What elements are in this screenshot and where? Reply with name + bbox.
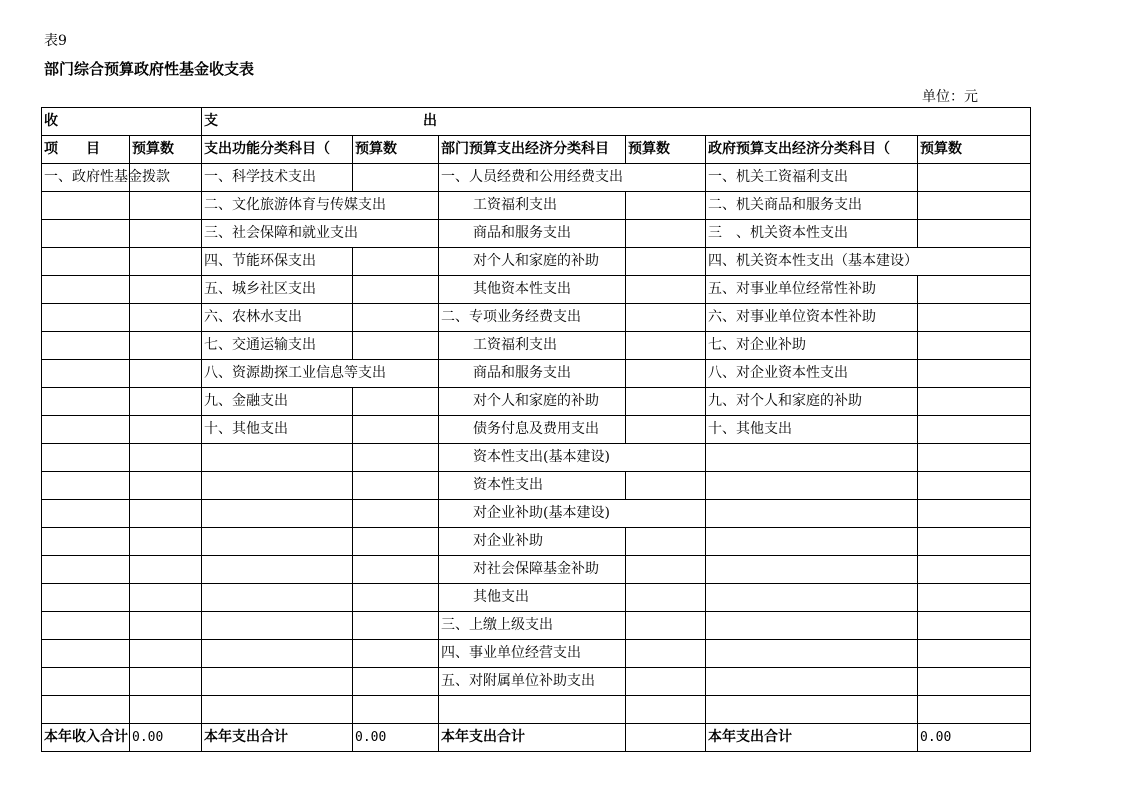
func-cell (202, 612, 353, 640)
func-cell: 二、文化旅游体育与传媒支出 (202, 192, 353, 220)
table-row (42, 192, 1031, 220)
gov-cell (706, 556, 918, 584)
amount-1-cell (130, 332, 202, 360)
func-cell: 四、节能环保支出 (202, 248, 353, 276)
dept-cell: 债务付息及费用支出 (439, 416, 626, 444)
func-cell (202, 696, 353, 724)
item-cell (42, 388, 130, 416)
amount-1-cell (130, 276, 202, 304)
func-cell: 三、社会保障和就业支出 (202, 220, 353, 248)
func-cell: 十、其他支出 (202, 416, 353, 444)
amount-1-cell (130, 528, 202, 556)
dept-cell (439, 696, 626, 724)
dept-cell: 对个人和家庭的补助 (439, 248, 626, 276)
amount-3-cell (626, 444, 706, 472)
table-row (42, 612, 1031, 640)
item-cell (42, 640, 130, 668)
amount-3-cell (626, 556, 706, 584)
col-header-func: 支出功能分类科目（ (202, 136, 353, 164)
table-row (42, 360, 1031, 388)
dept-cell: 工资福利支出 (439, 332, 626, 360)
dept-cell: 对社会保障基金补助 (439, 556, 626, 584)
amount-2-cell (353, 248, 439, 276)
amount-2-cell (353, 584, 439, 612)
amount-4-cell (918, 556, 1031, 584)
amount-3-cell (626, 164, 706, 192)
gov-cell: 七、对企业补助 (706, 332, 918, 360)
item-cell (42, 360, 130, 388)
amount-2-cell (353, 472, 439, 500)
gov-cell: 四、机关资本性支出（基本建设） (706, 248, 918, 276)
gov-cell: 十、其他支出 (706, 416, 918, 444)
amount-4-cell (918, 472, 1031, 500)
table-row (42, 248, 1031, 276)
gov-cell: 三 、机关资本性支出 (706, 220, 918, 248)
col-header-gov: 政府预算支出经济分类科目（ (706, 136, 918, 164)
amount-1-cell (130, 388, 202, 416)
item-cell (42, 556, 130, 584)
func-cell: 六、农林水支出 (202, 304, 353, 332)
gov-cell (706, 500, 918, 528)
dept-cell: 其他支出 (439, 584, 626, 612)
section-header-row (42, 108, 1031, 136)
table-row (42, 500, 1031, 528)
dept-total-amount (626, 724, 706, 752)
amount-2-cell (353, 304, 439, 332)
amount-3-cell (626, 416, 706, 444)
dept-cell: 工资福利支出 (439, 192, 626, 220)
item-cell (42, 528, 130, 556)
dept-cell: 资本性支出 (439, 472, 626, 500)
amount-1-cell (130, 248, 202, 276)
dept-cell: 资本性支出(基本建设) (439, 444, 626, 472)
amount-4-cell (918, 444, 1031, 472)
page-title: 部门综合预算政府性基金收支表 (44, 60, 255, 78)
amount-3-cell (626, 472, 706, 500)
col-header-amount-4: 预算数 (918, 136, 1031, 164)
func-total-label: 本年支出合计 (202, 724, 353, 752)
table-row (42, 304, 1031, 332)
amount-3-cell (626, 192, 706, 220)
col-header-dept: 部门预算支出经济分类科目 (439, 136, 626, 164)
item-cell (42, 444, 130, 472)
amount-3-cell (626, 248, 706, 276)
table-number: 表9 (44, 33, 67, 49)
gov-cell: 二、机关商品和服务支出 (706, 192, 918, 220)
amount-4-cell (918, 276, 1031, 304)
gov-cell (706, 472, 918, 500)
item-cell: 一、政府性基金拨款 (42, 164, 130, 192)
table-row (42, 164, 1031, 192)
amount-1-cell (130, 416, 202, 444)
amount-1-cell (130, 640, 202, 668)
col-header-amount-1: 预算数 (130, 136, 202, 164)
dept-cell: 二、专项业务经费支出 (439, 304, 626, 332)
amount-3-cell (626, 500, 706, 528)
amount-2-cell (353, 500, 439, 528)
item-cell (42, 584, 130, 612)
amount-2-cell (353, 276, 439, 304)
amount-4-cell (918, 360, 1031, 388)
amount-1-cell (130, 220, 202, 248)
amount-4-cell (918, 248, 1031, 276)
expenditure-char-1: 支 (204, 113, 218, 129)
income-total-label: 本年收入合计 (42, 724, 130, 752)
amount-1-cell (130, 584, 202, 612)
amount-2-cell (353, 220, 439, 248)
amount-3-cell (626, 388, 706, 416)
func-cell (202, 444, 353, 472)
total-row (42, 724, 1031, 752)
amount-1-cell (130, 360, 202, 388)
gov-cell (706, 612, 918, 640)
table-row (42, 696, 1031, 724)
item-cell (42, 220, 130, 248)
amount-1-cell (130, 444, 202, 472)
item-cell (42, 332, 130, 360)
amount-4-cell (918, 528, 1031, 556)
item-cell (42, 248, 130, 276)
income-total-amount: 0.00 (130, 724, 202, 752)
amount-3-cell (626, 696, 706, 724)
income-section-header: 收 (42, 108, 202, 136)
amount-2-cell (353, 640, 439, 668)
gov-cell (706, 668, 918, 696)
amount-4-cell (918, 640, 1031, 668)
amount-3-cell (626, 220, 706, 248)
dept-cell: 对企业补助 (439, 528, 626, 556)
dept-cell: 四、事业单位经营支出 (439, 640, 626, 668)
gov-cell: 五、对事业单位经常性补助 (706, 276, 918, 304)
col-header-amount-2: 预算数 (353, 136, 439, 164)
amount-4-cell (918, 164, 1031, 192)
dept-cell: 五、对附属单位补助支出 (439, 668, 626, 696)
table-row (42, 668, 1031, 696)
table-row (42, 640, 1031, 668)
amount-3-cell (626, 332, 706, 360)
table-row (42, 528, 1031, 556)
amount-3-cell (626, 668, 706, 696)
item-cell (42, 472, 130, 500)
gov-cell: 九、对个人和家庭的补助 (706, 388, 918, 416)
amount-2-cell (353, 388, 439, 416)
dept-cell: 商品和服务支出 (439, 360, 626, 388)
amount-4-cell (918, 388, 1031, 416)
dept-cell: 对个人和家庭的补助 (439, 388, 626, 416)
func-cell (202, 584, 353, 612)
func-cell: 一、科学技术支出 (202, 164, 353, 192)
amount-3-cell (626, 640, 706, 668)
amount-1-cell (130, 500, 202, 528)
amount-4-cell (918, 416, 1031, 444)
table-row (42, 444, 1031, 472)
expenditure-section-header (202, 108, 1031, 136)
gov-cell: 一、机关工资福利支出 (706, 164, 918, 192)
amount-3-cell (626, 276, 706, 304)
dept-cell: 商品和服务支出 (439, 220, 626, 248)
dept-cell: 其他资本性支出 (439, 276, 626, 304)
amount-2-cell (353, 668, 439, 696)
column-header-row (42, 136, 1031, 164)
item-cell (42, 304, 130, 332)
amount-4-cell (918, 584, 1031, 612)
table-row (42, 388, 1031, 416)
table-row (42, 472, 1031, 500)
gov-cell (706, 584, 918, 612)
budget-table (41, 107, 1031, 752)
amount-1-cell (130, 304, 202, 332)
amount-2-cell (353, 612, 439, 640)
gov-cell: 六、对事业单位资本性补助 (706, 304, 918, 332)
func-cell (202, 640, 353, 668)
func-total-amount: 0.00 (353, 724, 439, 752)
table-row (42, 416, 1031, 444)
amount-3-cell (626, 612, 706, 640)
amount-2-cell (353, 164, 439, 192)
expenditure-char-2: 出 (423, 113, 437, 129)
amount-2-cell (353, 556, 439, 584)
amount-2-cell (353, 444, 439, 472)
amount-4-cell (918, 332, 1031, 360)
table-row (42, 220, 1031, 248)
item-cell (42, 276, 130, 304)
func-cell: 七、交通运输支出 (202, 332, 353, 360)
dept-cell: 一、人员经费和公用经费支出 (439, 164, 626, 192)
amount-2-cell (353, 416, 439, 444)
amount-1-cell (130, 612, 202, 640)
amount-3-cell (626, 304, 706, 332)
func-cell (202, 668, 353, 696)
func-cell: 九、金融支出 (202, 388, 353, 416)
dept-cell: 三、上缴上级支出 (439, 612, 626, 640)
item-cell (42, 416, 130, 444)
amount-1-cell (130, 696, 202, 724)
col-header-item: 项 目 (42, 136, 130, 164)
item-cell (42, 192, 130, 220)
unit-label: 单位：元 (922, 89, 978, 105)
amount-3-cell (626, 360, 706, 388)
gov-cell (706, 696, 918, 724)
gov-cell (706, 528, 918, 556)
table-row (42, 276, 1031, 304)
gov-total-amount: 0.00 (918, 724, 1031, 752)
table-row (42, 556, 1031, 584)
gov-cell (706, 640, 918, 668)
amount-2-cell (353, 332, 439, 360)
table-row (42, 584, 1031, 612)
amount-1-cell (130, 192, 202, 220)
item-cell (42, 668, 130, 696)
col-header-amount-3: 预算数 (626, 136, 706, 164)
table-row (42, 332, 1031, 360)
amount-4-cell (918, 192, 1031, 220)
amount-4-cell (918, 500, 1031, 528)
func-cell (202, 472, 353, 500)
gov-cell: 八、对企业资本性支出 (706, 360, 918, 388)
amount-3-cell (626, 528, 706, 556)
item-cell (42, 612, 130, 640)
amount-4-cell (918, 304, 1031, 332)
amount-4-cell (918, 668, 1031, 696)
amount-2-cell (353, 696, 439, 724)
gov-cell (706, 444, 918, 472)
func-cell (202, 500, 353, 528)
amount-2-cell (353, 528, 439, 556)
dept-total-label: 本年支出合计 (439, 724, 626, 752)
func-cell (202, 556, 353, 584)
amount-3-cell (626, 584, 706, 612)
func-cell (202, 528, 353, 556)
dept-cell: 对企业补助(基本建设) (439, 500, 626, 528)
amount-1-cell (130, 472, 202, 500)
amount-1-cell (130, 668, 202, 696)
item-cell (42, 696, 130, 724)
item-cell (42, 500, 130, 528)
gov-total-label: 本年支出合计 (706, 724, 918, 752)
amount-4-cell (918, 612, 1031, 640)
amount-4-cell (918, 696, 1031, 724)
func-cell: 五、城乡社区支出 (202, 276, 353, 304)
amount-1-cell (130, 556, 202, 584)
amount-4-cell (918, 220, 1031, 248)
func-cell: 八、资源勘探工业信息等支出 (202, 360, 353, 388)
